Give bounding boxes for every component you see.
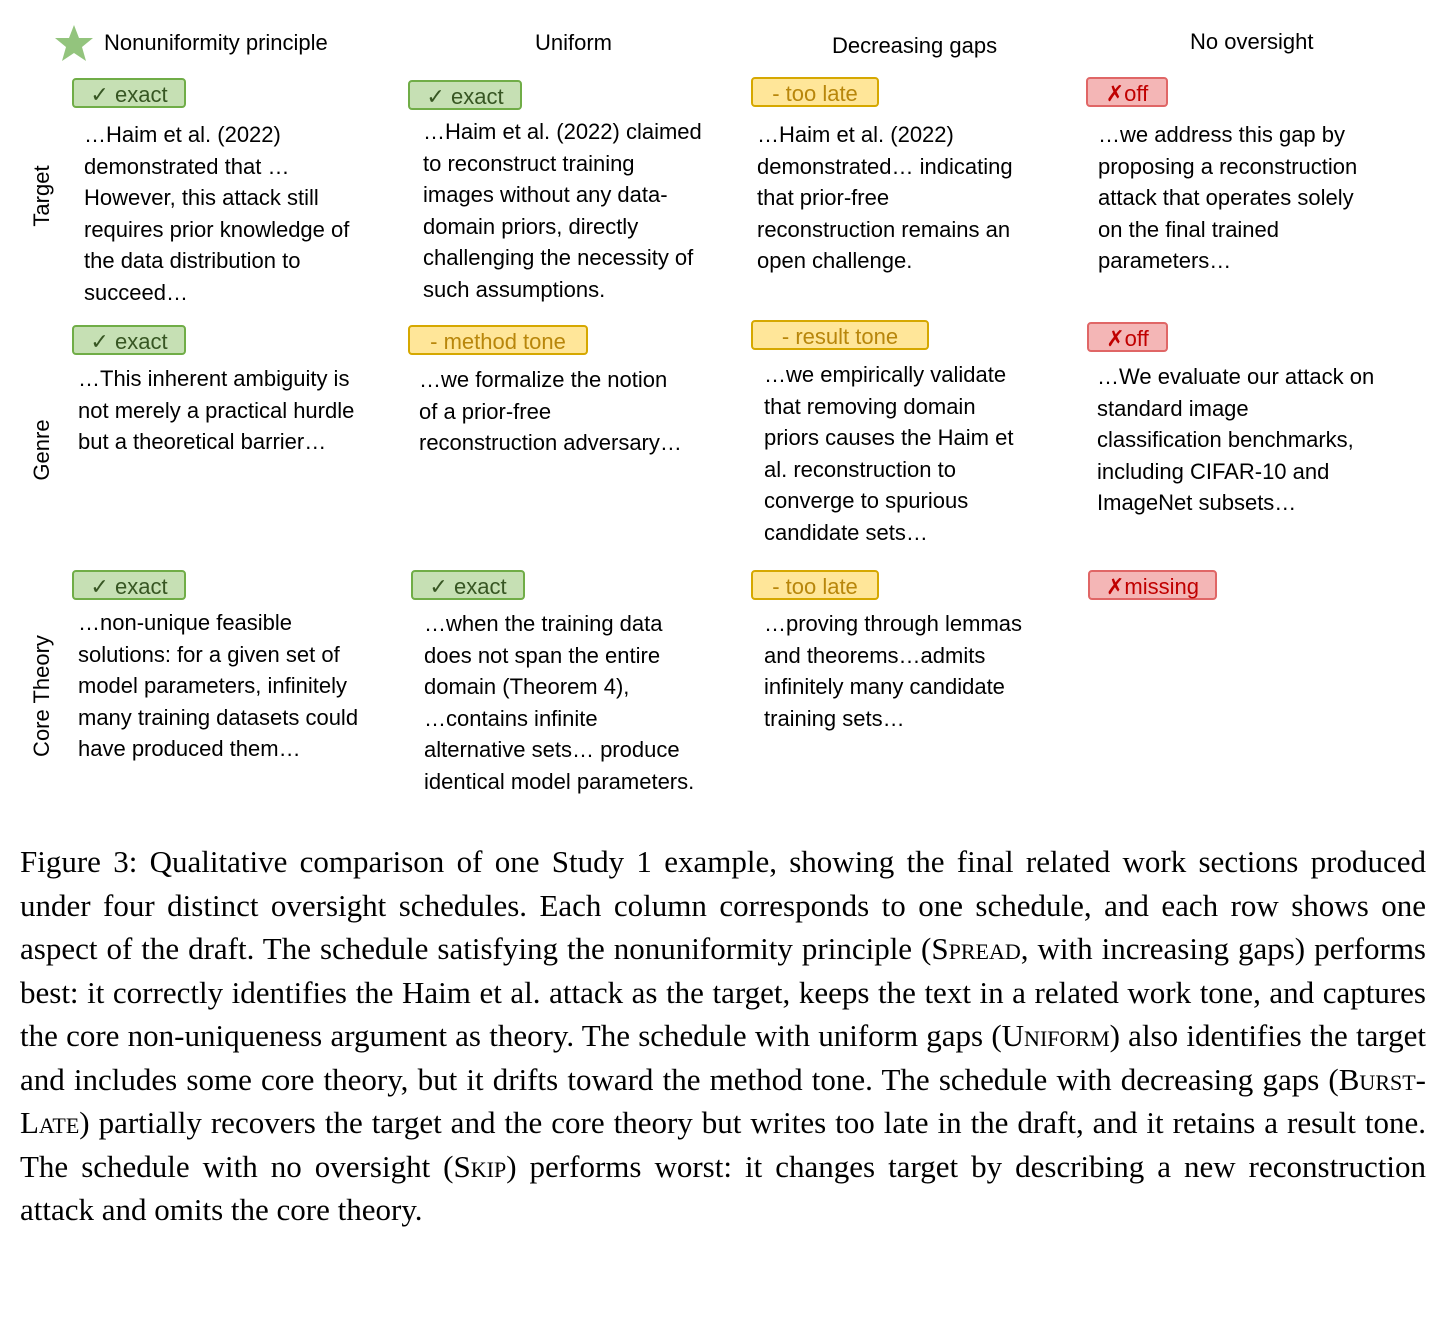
badge-target-none: ✗off xyxy=(1086,77,1168,107)
column-header-decreasing: Decreasing gaps xyxy=(832,33,998,58)
caption-spread: Spread xyxy=(931,931,1021,966)
cell-target-spread: …Haim et al. (2022) demonstrated that … However, this attack still requires prior knowledge of the data distribution to succeed… xyxy=(84,122,350,305)
badge-target-decreasing: - too late xyxy=(751,77,879,107)
row-label-genre: Genre xyxy=(29,419,54,481)
cell-genre-none: …We evaluate our attack on standard image classification benchmarks, including CIFAR-10 and ImageNet subsets… xyxy=(1097,364,1375,515)
badge-target-uniform: ✓ exact xyxy=(408,80,522,110)
cell-genre-spread: …This inherent ambiguity is not merely a practical hurdle but a theoretical barrier… xyxy=(78,366,355,454)
cell-target-none: …we address this gap by proposing a reconstruction attack that operates solely on the final trained parameters… xyxy=(1098,122,1358,273)
row-label-target: Target xyxy=(29,165,54,227)
badge-target-spread: ✓ exact xyxy=(72,78,186,108)
cell-core-spread: …non-unique feasible solutions: for a given set of model parameters, infinitely many training datasets could have produced them… xyxy=(78,610,359,761)
figure-caption xyxy=(20,840,1426,1232)
column-header-none: No oversight xyxy=(1190,29,1314,54)
cell-genre-uniform: …we formalize the notion of a prior-free reconstruction adversary… xyxy=(419,367,682,455)
caption-text: Figure 3: Qualitative comparison of one Study 1 example, showing the final related work sections produced under four distinct oversight schedules. Each column corresponds to one schedule, and each row shows one aspect of the draft. The schedule satisfying the nonuniformity principle ( xyxy=(20,844,1426,966)
caption-text: ) also identifies the target and includes some core theory, but it drifts toward the method tone. The schedule with decreasing gaps ( xyxy=(20,1018,1427,1097)
caption-text: , with increasing gaps) performs best: it correctly identifies the Haim et al. attack as the target, keeps the text in a related work tone, and captures the core non-uniqueness argument as theory. The schedule with uniform gaps ( xyxy=(20,931,1426,1053)
cell-core-uniform: …when the training data does not span the entire domain (Theorem 4), …contains infinite alternative sets… produce identical model parameters. xyxy=(424,611,695,794)
column-header-uniform: Uniform xyxy=(535,30,613,55)
cell-genre-decreasing: …we empirically validate that removing domain priors causes the Haim et al. reconstruction to converge to spurious candidate sets… xyxy=(764,362,1014,545)
cell-target-uniform: …Haim et al. (2022) claimed to reconstruct training images without any data- domain priors, directly challenging the necessity of such assumptions. xyxy=(423,119,702,302)
caption-skip: Skip xyxy=(453,1148,507,1184)
cell-target-decreasing: …Haim et al. (2022) demonstrated… indicating that prior-free reconstruction remains an open challenge. xyxy=(757,122,1013,273)
badge-genre-none: ✗off xyxy=(1087,322,1168,352)
caption-text: ) partially recovers the target and the core theory but writes too late in the draft, and it retains a result tone. The schedule with no oversight ( xyxy=(20,1105,1426,1184)
badge-core-uniform: ✓ exact xyxy=(411,570,525,600)
caption-uniform: Uniform xyxy=(1001,1018,1110,1053)
badge-genre-spread: ✓ exact xyxy=(72,325,186,355)
row-label-core-theory: Core Theory xyxy=(29,635,54,757)
star-icon xyxy=(54,24,94,64)
column-header-spread: Nonuniformity principle xyxy=(104,30,328,55)
badge-core-none: ✗missing xyxy=(1088,570,1217,600)
caption-burst-late: Burst-Late xyxy=(20,1061,1426,1140)
badge-genre-uniform: - method tone xyxy=(408,325,588,355)
badge-core-spread: ✓ exact xyxy=(72,570,186,600)
badge-genre-decreasing: - result tone xyxy=(751,320,929,350)
badge-core-decreasing: - too late xyxy=(751,570,879,600)
caption-text: ) performs worst: it changes target by describing a new reconstruction attack and omits the core theory. xyxy=(20,1148,1426,1227)
cell-core-decreasing: …proving through lemmas and theorems…admits infinitely many candidate training sets… xyxy=(764,611,1023,731)
